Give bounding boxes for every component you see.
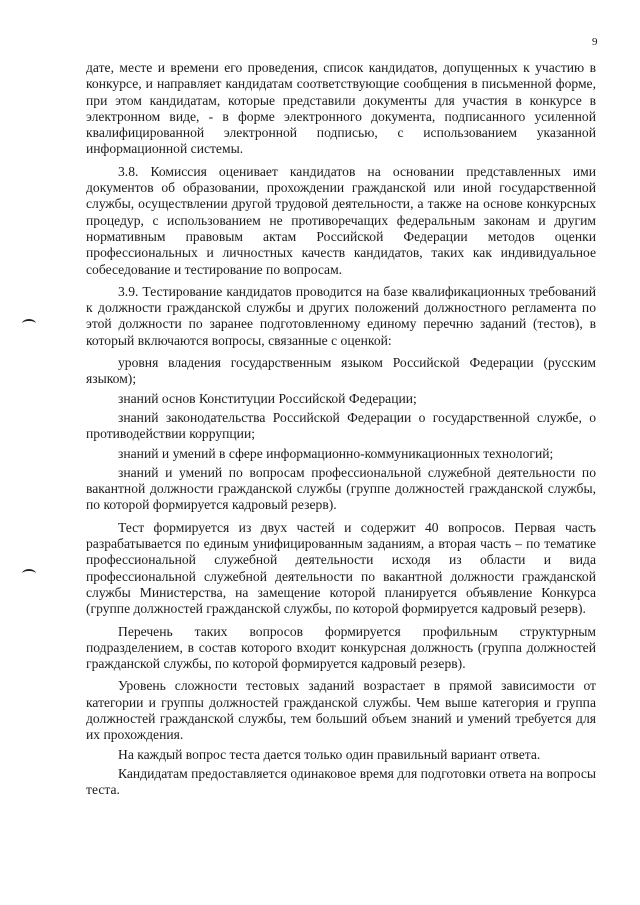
paragraph: дате, месте и времени его проведения, список кандидатов, допущенных к участию в конкурсе, и направляет кандидатам соответствующие сообщения в письменной форме, при этом кандидатам, которые представили документы для участия в конкурсе в электронном виде, - в форме электронного документа, подписанного усиленной квалифицированной электронной подписью, с использованием указанной информационной системы.: [86, 60, 596, 157]
paragraph: знаний и умений по вопросам профессиональной служебной деятельности по вакантной должности гражданской службы (группе должностей гражданской службы, по которой формируется кадровый резерв).: [86, 464, 596, 513]
margin-mark: [22, 569, 36, 578]
paragraph: знаний законодательства Российской Федерации о государственной службе, о противодействии коррупции;: [86, 409, 596, 442]
paragraph: Уровень сложности тестовых заданий возрастает в прямой зависимости от категории и группы должностей гражданской службы. Чем выше категория и группа должностей гражданской службы, тем больший объем знаний и умений требуется для их прохождения.: [86, 678, 596, 743]
paragraph: На каждый вопрос теста дается только один правильный вариант ответа.: [118, 746, 541, 762]
paragraph: Кандидатам предоставляется одинаковое время для подготовки ответа на вопросы теста.: [86, 765, 596, 798]
document-body: [86, 60, 596, 801]
paragraph: знаний основ Конституции Российской Федерации;: [118, 390, 417, 406]
paragraph: Тест формируется из двух частей и содержит 40 вопросов. Первая часть разрабатывается по единым унифицированным заданиям, а вторая часть – по тематике профессиональной служебной деятельности исходя из области и вида профессиональной служебной деятельности по вакантной должности гражданской службы Министерства, на замещение которой планируется объявление Конкурса (группе должностей гражданской службы, по которой формируется кадровый резерв).: [86, 519, 596, 617]
paragraph: 3.9. Тестирование кандидатов проводится на базе квалификационных требований к должности гражданской службы и других положений должностного регламента по этой должности по заранее подготовленному единому перечню заданий (тестов), в который включаются вопросы, связанные с оценкой:: [86, 283, 596, 348]
margin-mark: [22, 319, 36, 328]
paragraph: Перечень таких вопросов формируется профильным структурным подразделением, в состав которого входит конкурсная должность (группа должностей гражданской службы, по которой формируется кадровый резерв).: [86, 623, 596, 672]
page-number: 9: [592, 36, 598, 48]
paragraph: 3.8. Комиссия оценивает кандидатов на основании представленных ими документов об образовании, прохождении гражданской или иной государственной службы, осуществлении другой трудовой деятельности, а также на основе конкурсных процедур, с использованием не противоречащих федеральным законам и другим нормативным правовым актам Российской Федерации методов оценки профессиональных и личностных качеств кандидатов, таких как индивидуальное собеседование и тестирование по вопросам.: [86, 163, 596, 277]
paragraph: знаний и умений в сфере информационно-коммуникационных технологий;: [118, 445, 554, 461]
paragraph: уровня владения государственным языком Российской Федерации (русским языком);: [86, 355, 596, 387]
